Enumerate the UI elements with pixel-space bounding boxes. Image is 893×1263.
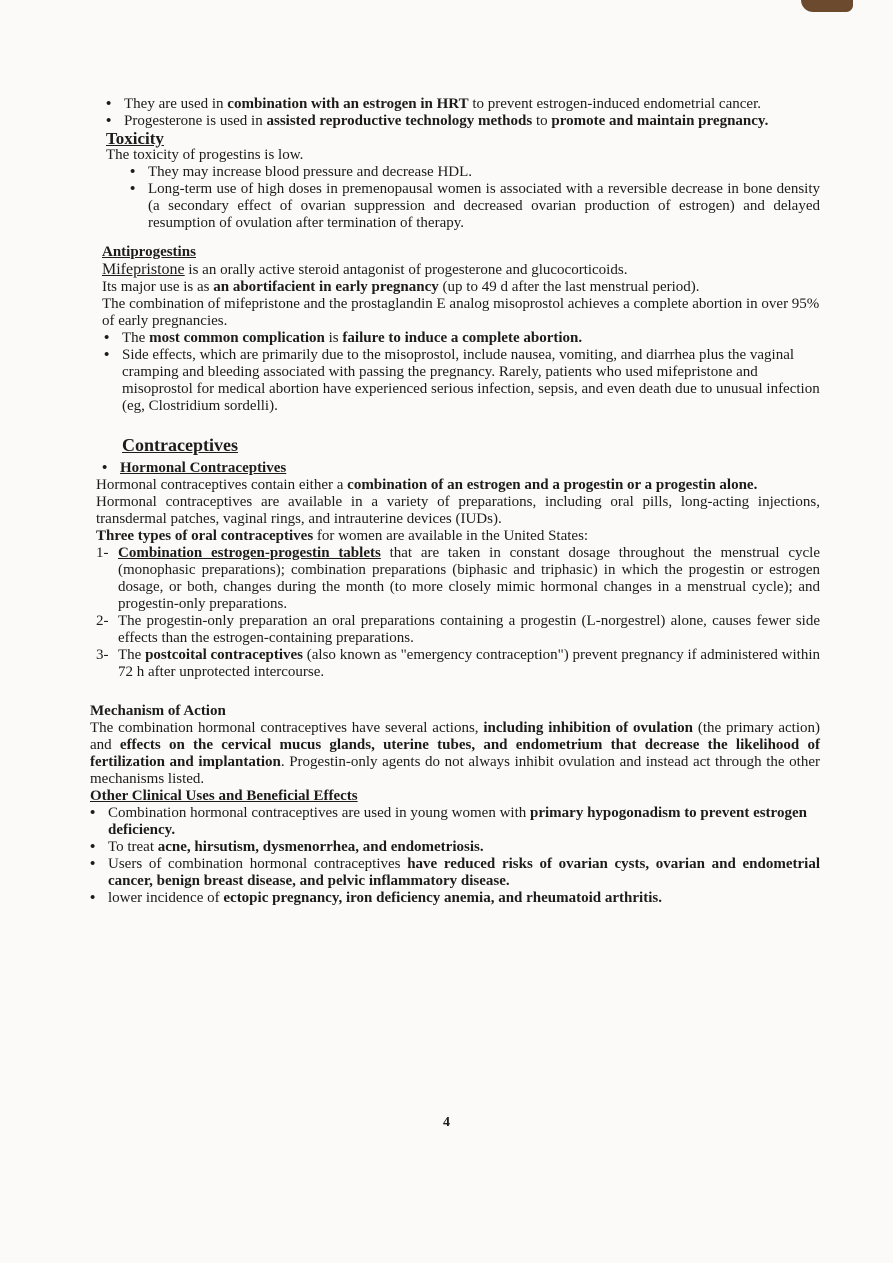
antiprogestins-bullet-list: [100, 330, 820, 415]
contraceptives-sub-list: [98, 460, 820, 477]
list-item: 2- The progestin-only preparation an oral preparations containing a progestin (L-norgestrel) alone, causes fewer side effects than the estrogen-containing preparations.: [96, 613, 820, 646]
other-uses-heading: Other Clinical Uses and Beneficial Effects: [90, 788, 358, 804]
list-item: 3- The postcoital contraceptives (also known as "emergency contraception") prevent pregnancy if administered within 72 h after unprotected intercourse.: [96, 647, 820, 680]
oral-types-paragraph: Three types of oral contraceptives for women are available in the United States:: [96, 528, 589, 544]
other-uses-list: [86, 805, 820, 907]
major-use-paragraph: Its major use is as an abortifacient in early pregnancy (up to 49 d after the last menstrual period).: [102, 279, 700, 295]
hormonal-contraceptives-heading: Hormonal Contraceptives: [120, 460, 287, 476]
toxicity-intro: The toxicity of progestins is low.: [106, 147, 304, 163]
list-item: • Progesterone is used in assisted reproductive technology methods to promote and maintain pregnancy.: [102, 113, 820, 130]
hormonal-paragraph-1: Hormonal contraceptives contain either a combination of an estrogen and a progestin or a progestin alone.: [96, 477, 758, 493]
list-item: • They may increase blood pressure and decrease HDL.: [126, 164, 820, 181]
list-item: 1- Combination estrogen-progestin tablets that are taken in constant dosage throughout the menstrual cycle (monophasic preparations); combination preparations (biphasic and triphasic) in which the progestin or estrogen dosage, or both, changes during the month (to more closely mimic hormonal changes in a menstrual cycle); and progestin-only preparations.: [96, 545, 820, 612]
list-item: • Users of combination hormonal contraceptives have reduced risks of ovarian cysts, ovarian and endometrial cancer, benign breast disease, and pelvic inflammatory disease.: [86, 856, 820, 890]
list-item: • Combination hormonal contraceptives are used in young women with primary hypogonadism to prevent estrogen deficiency.: [86, 805, 820, 839]
list-item: • Side effects, which are primarily due to the misoprostol, include nausea, vomiting, and diarrhea plus the vaginal cramping and bleeding associated with passing the pregnancy. Rarely, patients who used mifepristone and misoprostol for medical abortion have experienced serious infection, sepsis, and even death due to unusual infection (eg, Clostridium sordelli).: [100, 347, 820, 415]
intro-bullet-list: [102, 96, 820, 130]
mechanism-heading: Mechanism of Action: [90, 703, 226, 719]
list-item: [98, 460, 820, 477]
list-item: • The most common complication is failure to induce a complete abortion.: [100, 330, 820, 347]
list-item: • To treat acne, hirsutism, dysmenorrhea, and endometriosis.: [86, 839, 820, 856]
list-item: • lower incidence of ectopic pregnancy, iron deficiency anemia, and rheumatoid arthritis.: [86, 890, 820, 907]
mifepristone-paragraph: Mifepristone is an orally active steroid antagonist of progesterone and glucocorticoids.: [102, 261, 628, 278]
toxicity-bullet-list: [126, 164, 820, 232]
list-item: • Long-term use of high doses in premenopausal women is associated with a reversible decrease in bone density (a secondary effect of ovarian suppression and decreased ovarian production of estrogen) and delayed resumption of ovulation after termination of therapy.: [126, 181, 820, 232]
document-page: [90, 96, 820, 907]
toxicity-heading: Toxicity: [106, 129, 164, 148]
page-number: 4: [443, 1115, 450, 1130]
combination-paragraph: The combination of mifepristone and the prostaglandin E analog misoprostol achieves a complete abortion in over 95% of early pregnancies.: [102, 296, 820, 329]
hormonal-paragraph-2: Hormonal contraceptives are available in a variety of preparations, including oral pills, long-acting injections, transdermal patches, vaginal rings, and intrauterine devices (IUDs).: [96, 494, 820, 527]
contraceptives-heading: Contraceptives: [122, 435, 238, 455]
list-item: • They are used in combination with an estrogen in HRT to prevent estrogen-induced endometrial cancer.: [102, 96, 820, 113]
mechanism-paragraph: The combination hormonal contraceptives have several actions, including inhibition of ovulation (the primary action) and effects on the cervical mucus glands, uterine tubes, and endometrium that decrease the likelihood of fertilization and implantation. Progestin-only agents do not always inhibit ovulation and instead act through the other mechanisms listed.: [90, 720, 820, 787]
oral-types-list: [96, 545, 820, 681]
page-corner-shadow: [801, 0, 853, 12]
antiprogestins-heading: Antiprogestins: [102, 244, 196, 260]
